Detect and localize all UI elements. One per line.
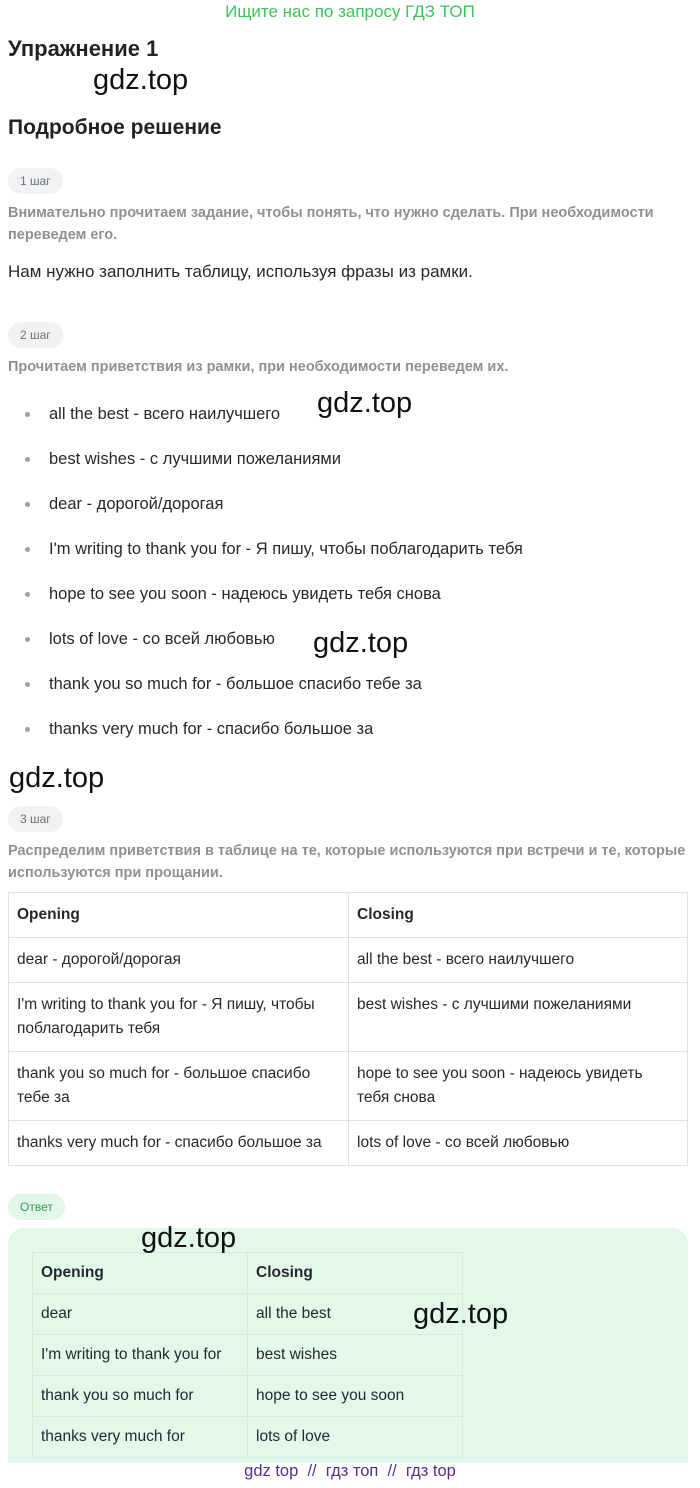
list-item: dear - дорогой/дорогая — [0, 482, 523, 527]
step-3-badge: 3 шаг — [8, 806, 63, 832]
top-banner[interactable]: Ищите нас по запросу ГДЗ ТОП — [225, 2, 475, 21]
bullet-icon — [25, 592, 30, 597]
table-cell: thanks very much for - спасибо большое за — [9, 1121, 349, 1166]
table-cell: lots of love — [248, 1417, 463, 1458]
watermark: gdz.top — [313, 627, 409, 659]
table-cell: all the best — [248, 1294, 463, 1335]
table-row — [9, 1052, 688, 1121]
table-cell: best wishes - с лучшими пожеланиями — [349, 983, 688, 1052]
list-item: best wishes - с лучшими пожеланиями — [0, 437, 523, 482]
bullet-icon — [25, 457, 30, 462]
table-row — [9, 1121, 688, 1166]
watermark: gdz.top — [93, 64, 189, 96]
list-item: lots of love - со всей любовью — [0, 617, 523, 662]
page-title: Упражнение 1 — [8, 36, 159, 61]
column-header-closing: Closing — [349, 893, 688, 938]
greetings-list — [0, 392, 523, 752]
step-3-hint: Распределим приветствия в таблице на те, которые используются при встречи и те, которые используются при прощании. — [8, 843, 686, 881]
table-row — [33, 1335, 463, 1376]
table-cell: hope to see you soon — [248, 1376, 463, 1417]
answer-badge: Ответ — [8, 1194, 65, 1220]
step-1-hint: Внимательно прочитаем задание, чтобы понять, что нужно сделать. При необходимости переведем его. — [8, 205, 654, 243]
bullet-icon — [25, 547, 30, 552]
list-item: I'm writing to thank you for - Я пишу, чтобы поблагодарить тебя — [0, 527, 523, 572]
table-cell: dear - дорогой/дорогая — [9, 938, 349, 983]
watermark: gdz.top — [141, 1222, 237, 1254]
table-header-row — [33, 1253, 463, 1294]
list-item: hope to see you soon - надеюсь увидеть тебя снова — [0, 572, 523, 617]
bullet-icon — [25, 412, 30, 417]
bullet-icon — [25, 502, 30, 507]
table-header-row — [9, 893, 688, 938]
column-header-closing: Closing — [248, 1253, 463, 1294]
table-cell: best wishes — [248, 1335, 463, 1376]
step-1-badge: 1 шаг — [8, 168, 63, 194]
answer-table — [32, 1252, 463, 1458]
column-header-opening: Opening — [33, 1253, 248, 1294]
table-row — [33, 1376, 463, 1417]
table-cell: I'm writing to thank you for — [33, 1335, 248, 1376]
bullet-icon — [25, 637, 30, 642]
table-cell: hope to see you soon - надеюсь увидеть тебя снова — [349, 1052, 688, 1121]
bullet-icon — [25, 682, 30, 687]
watermark: gdz.top — [317, 387, 413, 419]
table-row — [9, 983, 688, 1052]
table-row — [9, 938, 688, 983]
list-item: all the best - всего наилучшего — [0, 392, 523, 437]
list-item: thanks very much for - спасибо большое за — [0, 707, 523, 752]
watermark: gdz.top — [413, 1298, 509, 1330]
bullet-icon — [25, 727, 30, 732]
table-cell: thanks very much for — [33, 1417, 248, 1458]
table-row — [33, 1294, 463, 1335]
table-cell: dear — [33, 1294, 248, 1335]
step-2-badge: 2 шаг — [8, 322, 63, 348]
table-cell: I'm writing to thank you for - Я пишу, чтобы поблагодарить тебя — [9, 983, 349, 1052]
list-item: thank you so much for - большое спасибо тебе за — [0, 662, 523, 707]
step-2-hint: Прочитаем приветствия из рамки, при необходимости переведем их. — [8, 359, 509, 375]
solution-table — [8, 892, 688, 1166]
watermark: gdz.top — [9, 762, 105, 794]
table-cell: all the best - всего наилучшего — [349, 938, 688, 983]
step-1-text: Нам нужно заполнить таблицу, используя фразы из рамки. — [8, 262, 473, 281]
column-header-opening: Opening — [9, 893, 349, 938]
table-cell: lots of love - со всей любовью — [349, 1121, 688, 1166]
section-title: Подробное решение — [8, 116, 222, 139]
footer-links[interactable]: gdz top // гдз топ // гдз top — [244, 1462, 456, 1480]
table-cell: thank you so much for - большое спасибо тебе за — [9, 1052, 349, 1121]
table-cell: thank you so much for — [33, 1376, 248, 1417]
table-row — [33, 1417, 463, 1458]
